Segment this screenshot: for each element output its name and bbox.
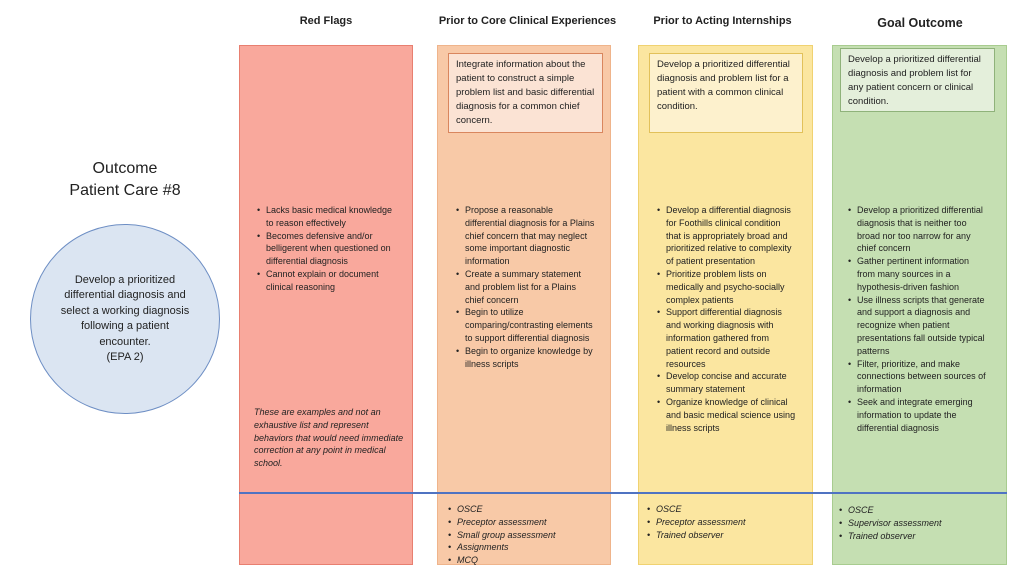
outcome-line-2: Patient Care #8 xyxy=(69,182,181,199)
list-item: • OSCE xyxy=(447,503,597,516)
assessments-prior-acting xyxy=(646,503,796,541)
list-prior-acting xyxy=(656,204,796,434)
list-item: • Support differential diagnosis and working diagnosis with information gathered from patient record and outside resources xyxy=(656,306,796,370)
epa-label: (EPA 2) xyxy=(106,351,144,363)
list-item: • Becomes defensive and/or belligerent when questioned on differential diagnosis xyxy=(256,230,396,268)
list-item: • Trained observer xyxy=(838,530,988,543)
list-item: • Seek and integrate emerging information to update the differential diagnosis xyxy=(847,396,987,434)
list-item: • Begin to organize knowledge by illness scripts xyxy=(455,345,595,371)
assessments-prior-core xyxy=(447,503,597,567)
list-item: • Preceptor assessment xyxy=(447,516,597,529)
list-item: • Propose a reasonable differential diagnosis for a Plains chief concern that may neglect some important diagnostic information xyxy=(455,204,595,268)
list-item: • Assignments xyxy=(447,541,597,554)
list-item: • OSCE xyxy=(646,503,796,516)
header-goal-outcome: Goal Outcome xyxy=(877,16,963,30)
list-item: • Develop a differential diagnosis for Foothills clinical condition that is appropriately broad and prioritized relative to complexity of patient presentation xyxy=(656,204,796,268)
assessment-divider xyxy=(239,492,1007,494)
list-item: • Cannot explain or document clinical reasoning xyxy=(256,268,396,294)
outcome-title xyxy=(40,158,210,202)
list-goal-outcome xyxy=(847,204,987,434)
list-item: • Gather pertinent information from many sources in a hypothesis-driven fashion xyxy=(847,255,987,293)
header-red-flags: Red Flags xyxy=(299,15,353,27)
column-red-flags xyxy=(239,45,413,565)
list-prior-core xyxy=(455,204,595,370)
list-item: • Develop a prioritized differential diagnosis that is neither too broad nor too narrow for any chief concern xyxy=(847,204,987,255)
list-item: • Small group assessment xyxy=(447,529,597,542)
list-item: • Prioritize problem lists on medically and psycho-socially complex patients xyxy=(656,268,796,306)
assessments-goal-outcome xyxy=(838,504,988,542)
summary-box-goal: Develop a prioritized differential diagnosis and problem list for any patient concern or clinical condition. xyxy=(840,48,995,112)
red-flags-note: These are examples and not an exhaustive list and represent behaviors that would need immediate correction at any point in medical school. xyxy=(254,407,404,469)
list-item: • Lacks basic medical knowledge to reason effectively xyxy=(256,204,396,230)
list-item: • Preceptor assessment xyxy=(646,516,796,529)
outcome-line-1: Outcome xyxy=(92,160,158,177)
list-item: • Develop concise and accurate summary statement xyxy=(656,370,796,396)
summary-box-acting: Develop a prioritized differential diagnosis and problem list for a patient with a common clinical condition. xyxy=(649,53,803,133)
list-item: • MCQ xyxy=(447,554,597,567)
header-prior-core: Prior to Core Clinical Experiences xyxy=(438,15,617,27)
list-item: • Trained observer xyxy=(646,529,796,542)
list-item: • Organize knowledge of clinical and basic medical science using illness scripts xyxy=(656,396,796,434)
list-item: • Create a summary statement and problem list for a Plains chief concern xyxy=(455,268,595,306)
list-item: • OSCE xyxy=(838,504,988,517)
list-red-flags xyxy=(256,204,396,294)
header-prior-acting: Prior to Acting Internships xyxy=(653,15,792,27)
list-item: • Supervisor assessment xyxy=(838,517,988,530)
list-item: • Begin to utilize comparing/contrasting elements to support differential diagnosis xyxy=(455,306,595,344)
summary-box-core: Integrate information about the patient to construct a simple problem list and basic differential diagnosis for a common chief concern. xyxy=(448,53,603,133)
epa-text: Develop a prioritized differential diagnosis and select a working diagnosis following a patient encounter. xyxy=(60,273,190,348)
list-item: • Filter, prioritize, and make connections between sources of information xyxy=(847,358,987,396)
epa-circle xyxy=(30,224,220,414)
list-item: • Use illness scripts that generate and support a diagnosis and recognize when patient presentations fall outside typical patterns xyxy=(847,294,987,358)
